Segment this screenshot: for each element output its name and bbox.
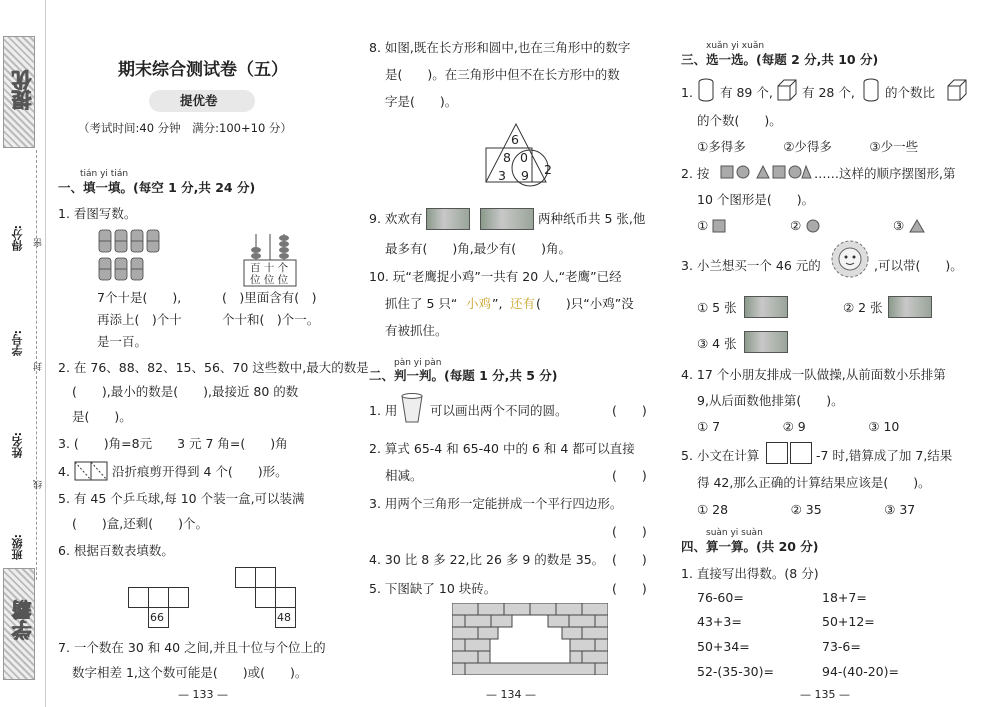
hundred-grid-66: 66 — [150, 611, 164, 624]
j4-paren: ( ) — [612, 552, 647, 567]
hundred-grid-cell — [128, 587, 149, 608]
c2-mid: ……这样的顺序摆图形,第 — [814, 166, 956, 181]
hundred-grid-cell — [255, 587, 276, 608]
hundred-grid-cell — [275, 587, 296, 608]
sticks-bundles-picture — [97, 228, 165, 284]
hundred-grid-cell — [168, 587, 189, 608]
c1-text-b: 有 28 个, — [802, 85, 855, 100]
j2-line2: 相减。 — [385, 468, 423, 483]
seal-char-2: 封 — [34, 362, 44, 371]
abacus-place-labels-2: 位 位 位 — [250, 274, 289, 286]
q9-start: 9. 欢欢有 — [369, 211, 423, 226]
q6-text: 6. 根据百数表填数。 — [58, 543, 174, 558]
hundred-grid-48: 48 — [277, 611, 291, 624]
seal-char-1: 密 — [34, 238, 44, 247]
q4-number: 4. — [58, 464, 70, 479]
j5-paren: ( ) — [612, 581, 647, 596]
q1-a-line3: 是一百。 — [97, 334, 148, 349]
triangle-option-icon — [909, 219, 925, 233]
q1-b-line2: 个十和( )个一。 — [222, 312, 320, 327]
page-number-133: — 133 — — [178, 688, 228, 701]
c3-option-1: ① 5 张 — [697, 300, 737, 315]
s4-pinyin: suàn yi suàn — [706, 528, 763, 538]
c3-option-3: ③ 4 张 — [697, 336, 737, 351]
q5-line2: ( )盒,还剩( )个。 — [72, 516, 208, 531]
c3-start: 3. 小兰想买一个 46 元的 — [681, 258, 821, 273]
page-number-134: — 134 — — [486, 688, 536, 701]
q2-line2: ( ),最小的数是( ),最接近 80 的数 — [72, 384, 299, 399]
abacus-place-labels: 百 十 个 — [250, 262, 289, 274]
j1-start: 1. 用 — [369, 403, 398, 418]
hundred-grid-cell — [255, 567, 276, 588]
q10-line2-e: ( )只“小鸡”没 — [536, 296, 634, 311]
c2-option-2: ② — [790, 218, 802, 233]
venn-9: 9 — [521, 168, 529, 183]
c1-text-a: 有 89 个, — [720, 85, 773, 100]
banknote-10yuan — [744, 296, 788, 318]
circle-option-icon — [806, 219, 820, 233]
q3-text: 3. ( )角=8元 3 元 7 角=( )角 — [58, 436, 288, 451]
calc-item: 43+3= — [697, 614, 742, 629]
q10-line2-b: 小鸡 — [466, 296, 492, 311]
q8-line2: 是( )。在三角形中但不在长方形中的数 — [385, 67, 620, 82]
lion-toy-picture — [828, 238, 872, 280]
j2-line1: 2. 算式 65-4 和 65-40 中的 6 和 4 都可以直接 — [369, 441, 635, 456]
hundred-grid-cell — [235, 567, 256, 588]
c2-option-1: ① — [697, 218, 709, 233]
c5-line2: 得 42,那么正确的计算结果应该是( )。 — [697, 475, 931, 490]
hundred-grid-cell — [148, 587, 169, 608]
calc-item: 52-(35-30)= — [697, 664, 774, 679]
j3-paren: ( ) — [612, 524, 647, 539]
c5-start: 5. 小文在计算 — [681, 448, 760, 463]
binding-sidebar — [0, 0, 46, 707]
q2-line3: 是( )。 — [72, 409, 132, 424]
q4-text: 沿折痕剪开得到 4 个( )形。 — [112, 464, 288, 479]
q10-line2-d: 还有 — [510, 296, 536, 311]
exam-badge-text: 提优卷 — [180, 93, 218, 108]
s2-pinyin: pàn yi pàn — [394, 358, 442, 368]
q7-line1: 7. 一个数在 30 和 40 之间,并且十位与个位上的 — [58, 640, 326, 655]
q10-line3: 有被抓住。 — [385, 323, 448, 338]
q7-line2: 数字相差 1,这个数可能是( )或( )。 — [72, 665, 308, 680]
c1-line2: 的个数( )。 — [697, 113, 782, 128]
banknote-5jiao — [426, 208, 470, 230]
cup-picture — [400, 393, 424, 425]
logo-bottom-text: 学霸 — [11, 600, 35, 640]
venn-0: 0 — [520, 150, 528, 165]
c2-start: 2. 按 — [681, 166, 710, 181]
folded-square-picture — [74, 461, 108, 481]
venn-2: 2 — [544, 162, 552, 177]
digit-box-1 — [766, 442, 788, 464]
calc-item: 76-60= — [697, 590, 744, 605]
shape-sequence — [720, 163, 812, 181]
q1-a-line1: 7个十是( ), — [97, 290, 182, 305]
cube-icon — [776, 78, 798, 102]
calc-item: 50+12= — [822, 614, 875, 629]
venn-3: 3 — [498, 168, 506, 183]
section-3-title: 三、选一选。(每题 2 分,共 10 分) — [681, 52, 879, 67]
class-label: 班级: — [11, 534, 24, 561]
j1-paren: ( ) — [612, 403, 647, 418]
square-option-icon — [712, 219, 726, 233]
section-2-title: 二、判一判。(每题 1 分,共 5 分) — [369, 368, 558, 383]
j3-text: 3. 用两个三角形一定能拼成一个平行四边形。 — [369, 496, 623, 511]
q5-line1: 5. 有 45 个乒乓球,每 10 个装一盒,可以装满 — [58, 491, 305, 506]
digit-box-2 — [790, 442, 812, 464]
c3-end: ,可以带( )。 — [874, 258, 963, 273]
q2-line1: 2. 在 76、88、82、15、56、70 这些数中,最大的数是 — [58, 360, 369, 375]
c5-options: ① 28 ② 35 ③ 37 — [697, 502, 916, 517]
name-label: 姓名: — [11, 432, 24, 459]
c1-text-c: 的个数比 — [885, 85, 936, 100]
score-label: 得分: — [11, 225, 24, 252]
banknote-1jiao — [480, 208, 534, 230]
section-1-title: 一、填一填。(每空 1 分,共 24 分) — [58, 180, 256, 195]
section-4-title: 四、算一算。(共 20 分) — [681, 539, 819, 554]
brick-wall-picture — [452, 603, 608, 675]
q9-mid: 两种纸币共 5 张,他 — [538, 211, 646, 226]
exam-meta: （考试时间:40 分钟 满分:100+10 分） — [78, 121, 292, 135]
student-id-label: 学号: — [11, 330, 24, 357]
calc-item: 73-6= — [822, 639, 861, 654]
exam-title: 期末综合测试卷（五） — [118, 60, 288, 80]
j4-text: 4. 30 比 8 多 22,比 26 多 9 的数是 35。 — [369, 552, 605, 567]
calc-item: 50+34= — [697, 639, 750, 654]
venn-8: 8 — [503, 150, 511, 165]
q1-text: 1. 看图写数。 — [58, 206, 137, 221]
q10-line2-c: ”, — [492, 296, 503, 311]
calc-item: 18+7= — [822, 590, 867, 605]
page-number-135: — 135 — — [800, 688, 850, 701]
venn-6: 6 — [511, 132, 519, 147]
cylinder-icon — [697, 78, 715, 102]
k1-text: 1. 直接写出得数。(8 分) — [681, 566, 819, 581]
q9-line2: 最多有( )角,最少有( )角。 — [385, 241, 571, 256]
s1-pinyin: tián yi tián — [80, 169, 129, 179]
c2-line2: 10 个图形是( )。 — [697, 192, 815, 207]
c5-mid: -7 时,错算成了加 7,结果 — [816, 448, 953, 463]
cube-icon — [946, 78, 968, 102]
j2-paren: ( ) — [612, 468, 647, 483]
banknote-20yuan — [888, 296, 932, 318]
c2-option-3: ③ — [893, 218, 905, 233]
q8-line3: 字是( )。 — [385, 94, 458, 109]
seal-char-3: 线 — [34, 480, 44, 489]
calc-item: 94-(40-20)= — [822, 664, 899, 679]
j1-text: 可以画出两个不同的圆。 — [430, 403, 568, 418]
q1-b-line1: ( )里面含有( ) — [222, 290, 317, 305]
c1-num: 1. — [681, 85, 693, 100]
c3-option-2: ② 2 张 — [843, 300, 883, 315]
c4-line1: 4. 17 个小朋友排成一队做操,从前面数小乐排第 — [681, 367, 946, 382]
c1-options: ①多得多 ②少得多 ③少一些 — [697, 139, 919, 154]
q10-line2-a: 抓住了 5 只“ — [385, 296, 458, 311]
banknote-10yuan-2 — [744, 331, 788, 353]
q10-line1: 10. 玩“老鹰捉小鸡”一共有 20 人,“老鹰”已经 — [369, 269, 622, 284]
c4-options: ① 7 ② 9 ③ 10 — [697, 419, 900, 434]
j5-text: 5. 下图缺了 10 块砖。 — [369, 581, 497, 596]
logo-top-text: 提优 — [11, 70, 35, 110]
s3-pinyin: xuǎn yi xuǎn — [706, 41, 765, 51]
cylinder-icon — [862, 78, 880, 102]
c4-line2: 9,从后面数他排第( )。 — [697, 393, 844, 408]
q1-a-line2: 再添上( )个十 — [97, 312, 182, 327]
q8-line1: 8. 如图,既在长方形和圆中,也在三角形中的数字 — [369, 40, 631, 55]
